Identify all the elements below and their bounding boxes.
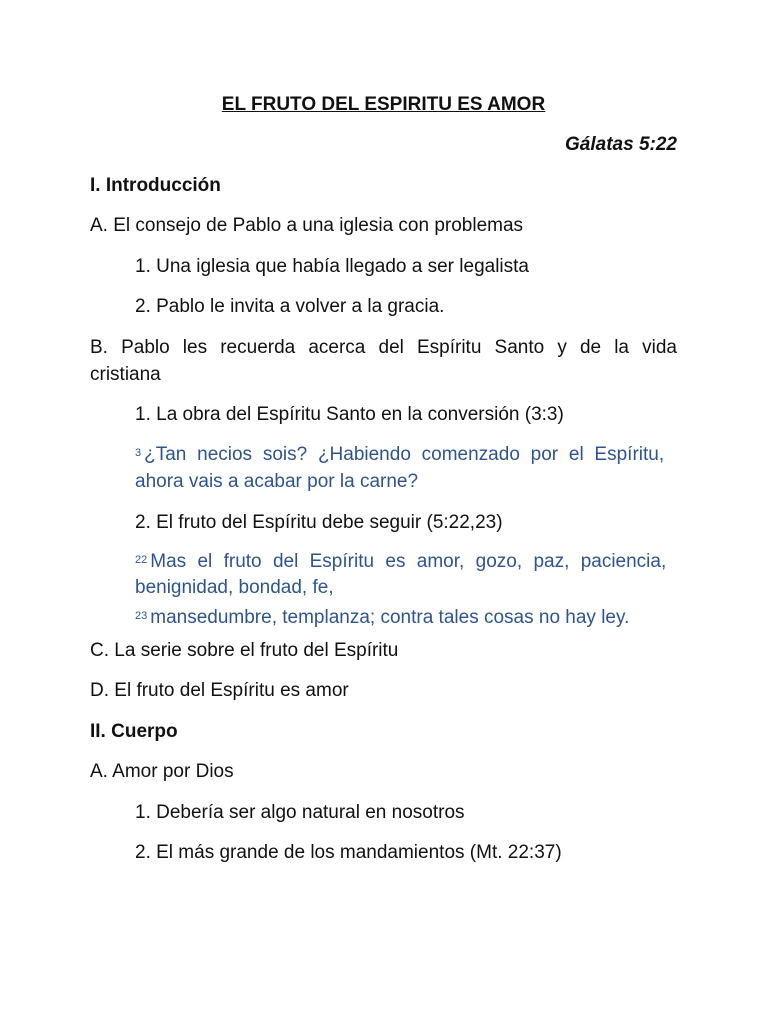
verse-22-line2: benignidad, bondad, fe, (135, 577, 334, 598)
verse-number: 23 (135, 610, 148, 622)
point-c: C. La serie sobre el fruto del Espíritu (90, 640, 399, 661)
section-heading-body: II. Cuerpo (90, 721, 178, 742)
point-d: D. El fruto del Espíritu es amor (90, 680, 349, 701)
verse-number: 22 (135, 554, 148, 566)
verse-number: 3 (135, 447, 142, 459)
subpoint-a2: 2. Pablo le invita a volver a la gracia. (135, 296, 445, 317)
body-point-a: A. Amor por Dios (90, 761, 234, 782)
document-page (90, 0, 677, 1024)
subpoint-b2: 2. El fruto del Espíritu debe seguir (5:22,23) (135, 512, 503, 533)
point-b-line2: cristiana (90, 364, 161, 385)
subpoint-a1: 1. Una iglesia que había llegado a ser legalista (135, 256, 529, 277)
point-b-line1: B. Pablo les recuerda acerca del Espíritu Santo y de la vida (90, 337, 677, 358)
subpoint-b1: 1. La obra del Espíritu Santo en la conversión (3:3) (135, 404, 564, 425)
verse-text: ¿Tan necios sois? ¿Habiendo comenzado por el Espíritu, (144, 444, 665, 465)
verse-23 (135, 606, 677, 630)
point-a: A. El consejo de Pablo a una iglesia con problemas (90, 215, 524, 236)
verse-3-line2: ahora vais a acabar por la carne? (135, 471, 419, 492)
body-subpoint-a1: 1. Debería ser algo natural en nosotros (135, 802, 465, 823)
body-subpoint-a2: 2. El más grande de los mandamientos (Mt. 22:37) (135, 842, 562, 863)
verse-text: mansedumbre, templanza; contra tales cosas no hay ley. (150, 607, 630, 628)
scripture-reference: Gálatas 5:22 (565, 134, 677, 155)
document-title: EL FRUTO DEL ESPIRITU ES AMOR (221, 94, 546, 115)
section-heading-introduction: I. Introducción (90, 175, 221, 196)
verse-text: Mas el fruto del Espíritu es amor, gozo, paz, paciencia, (150, 551, 667, 572)
verse-3-line1 (135, 443, 677, 467)
verse-22-line1 (135, 550, 677, 574)
